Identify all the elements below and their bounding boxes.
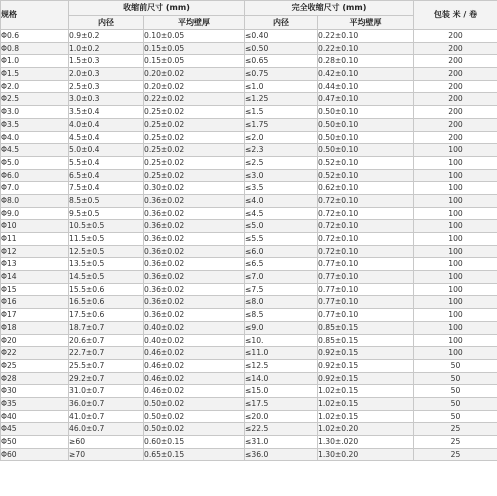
cell-inner-diameter-before: 31.0±0.7 bbox=[69, 385, 144, 398]
table-row bbox=[1, 169, 497, 182]
cell-avg-wall-after: 0.92±0.15 bbox=[318, 372, 414, 385]
cell-avg-wall-before: 0.46±0.02 bbox=[144, 347, 245, 360]
cell-avg-wall-after: 0.44±0.10 bbox=[318, 80, 414, 93]
cell-avg-wall-before: 0.36±0.02 bbox=[144, 309, 245, 322]
cell-avg-wall-before: 0.40±0.02 bbox=[144, 334, 245, 347]
cell-spec: Φ28 bbox=[1, 372, 69, 385]
cell-inner-diameter-after: ≤12.5 bbox=[245, 359, 318, 372]
cell-avg-wall-after: 1.02±0.20 bbox=[318, 423, 414, 436]
table-row bbox=[1, 93, 497, 106]
cell-inner-diameter-before: 3.0±0.3 bbox=[69, 93, 144, 106]
header-packaging: 包装 米 / 卷 bbox=[414, 1, 497, 30]
cell-inner-diameter-after: ≤1.25 bbox=[245, 93, 318, 106]
cell-avg-wall-after: 0.72±0.10 bbox=[318, 220, 414, 233]
cell-inner-diameter-before: 10.5±0.5 bbox=[69, 220, 144, 233]
cell-avg-wall-before: 0.50±0.02 bbox=[144, 410, 245, 423]
cell-inner-diameter-after: ≤17.5 bbox=[245, 397, 318, 410]
cell-packaging: 50 bbox=[414, 359, 497, 372]
table-row bbox=[1, 182, 497, 195]
header-avg-wall-after: 平均壁厚 bbox=[318, 16, 414, 30]
table-row bbox=[1, 334, 497, 347]
cell-avg-wall-before: 0.50±0.02 bbox=[144, 397, 245, 410]
cell-spec: Φ60 bbox=[1, 448, 69, 461]
cell-packaging: 50 bbox=[414, 372, 497, 385]
table-row bbox=[1, 131, 497, 144]
cell-spec: Φ20 bbox=[1, 334, 69, 347]
cell-spec: Φ0.8 bbox=[1, 42, 69, 55]
cell-inner-diameter-after: ≤3.5 bbox=[245, 182, 318, 195]
cell-inner-diameter-after: ≤20.0 bbox=[245, 410, 318, 423]
cell-packaging: 200 bbox=[414, 106, 497, 119]
cell-inner-diameter-after: ≤1.5 bbox=[245, 106, 318, 119]
cell-packaging: 100 bbox=[414, 169, 497, 182]
cell-avg-wall-after: 0.22±0.10 bbox=[318, 42, 414, 55]
table-body bbox=[1, 30, 497, 461]
table-row bbox=[1, 410, 497, 423]
cell-packaging: 50 bbox=[414, 410, 497, 423]
table-row bbox=[1, 42, 497, 55]
cell-inner-diameter-before: 46.0±0.7 bbox=[69, 423, 144, 436]
cell-avg-wall-before: 0.46±0.02 bbox=[144, 372, 245, 385]
cell-spec: Φ50 bbox=[1, 436, 69, 449]
table-row bbox=[1, 309, 497, 322]
cell-spec: Φ5.0 bbox=[1, 156, 69, 169]
cell-avg-wall-after: 1.02±0.15 bbox=[318, 397, 414, 410]
table-row bbox=[1, 283, 497, 296]
table-row bbox=[1, 448, 497, 461]
cell-spec: Φ15 bbox=[1, 283, 69, 296]
cell-packaging: 25 bbox=[414, 448, 497, 461]
cell-spec: Φ25 bbox=[1, 359, 69, 372]
cell-avg-wall-after: 0.52±0.10 bbox=[318, 156, 414, 169]
cell-packaging: 100 bbox=[414, 182, 497, 195]
table-row bbox=[1, 156, 497, 169]
cell-packaging: 100 bbox=[414, 144, 497, 157]
cell-packaging: 100 bbox=[414, 245, 497, 258]
cell-avg-wall-before: 0.65±0.15 bbox=[144, 448, 245, 461]
header-avg-wall-before: 平均壁厚 bbox=[144, 16, 245, 30]
cell-packaging: 100 bbox=[414, 296, 497, 309]
cell-spec: Φ16 bbox=[1, 296, 69, 309]
cell-avg-wall-before: 0.60±0.15 bbox=[144, 436, 245, 449]
cell-avg-wall-before: 0.36±0.02 bbox=[144, 296, 245, 309]
cell-spec: Φ13 bbox=[1, 258, 69, 271]
cell-inner-diameter-before: 4.5±0.4 bbox=[69, 131, 144, 144]
table-row bbox=[1, 397, 497, 410]
header-spec: 规格 bbox=[1, 1, 69, 30]
table-row bbox=[1, 30, 497, 43]
cell-inner-diameter-before: 1.5±0.3 bbox=[69, 55, 144, 68]
cell-avg-wall-after: 1.02±0.15 bbox=[318, 410, 414, 423]
cell-inner-diameter-after: ≤2.5 bbox=[245, 156, 318, 169]
cell-inner-diameter-after: ≤0.50 bbox=[245, 42, 318, 55]
table-row bbox=[1, 233, 497, 246]
cell-inner-diameter-after: ≤7.5 bbox=[245, 283, 318, 296]
cell-spec: Φ45 bbox=[1, 423, 69, 436]
table-row bbox=[1, 271, 497, 284]
cell-spec: Φ2.0 bbox=[1, 80, 69, 93]
cell-inner-diameter-after: ≤2.0 bbox=[245, 131, 318, 144]
cell-avg-wall-after: 0.72±0.10 bbox=[318, 245, 414, 258]
cell-avg-wall-after: 0.62±0.10 bbox=[318, 182, 414, 195]
table-row bbox=[1, 106, 497, 119]
cell-packaging: 100 bbox=[414, 233, 497, 246]
cell-inner-diameter-before: ≥60 bbox=[69, 436, 144, 449]
table-row bbox=[1, 144, 497, 157]
cell-packaging: 100 bbox=[414, 321, 497, 334]
cell-avg-wall-before: 0.50±0.02 bbox=[144, 423, 245, 436]
header-inner-diameter-before: 内径 bbox=[69, 16, 144, 30]
cell-inner-diameter-after: ≤14.0 bbox=[245, 372, 318, 385]
table-row bbox=[1, 220, 497, 233]
cell-inner-diameter-after: ≤4.0 bbox=[245, 194, 318, 207]
header-before-shrink: 收缩前尺寸 (mm) bbox=[69, 1, 245, 16]
cell-inner-diameter-after: ≤31.0 bbox=[245, 436, 318, 449]
cell-inner-diameter-before: 0.9±0.2 bbox=[69, 30, 144, 43]
cell-spec: Φ14 bbox=[1, 271, 69, 284]
cell-avg-wall-before: 0.25±0.02 bbox=[144, 118, 245, 131]
cell-packaging: 100 bbox=[414, 220, 497, 233]
cell-packaging: 100 bbox=[414, 283, 497, 296]
cell-inner-diameter-after: ≤6.5 bbox=[245, 258, 318, 271]
table-row bbox=[1, 258, 497, 271]
cell-inner-diameter-before: 14.5±0.5 bbox=[69, 271, 144, 284]
cell-avg-wall-before: 0.20±0.02 bbox=[144, 80, 245, 93]
cell-spec: Φ3.0 bbox=[1, 106, 69, 119]
cell-avg-wall-before: 0.36±0.02 bbox=[144, 194, 245, 207]
cell-packaging: 200 bbox=[414, 42, 497, 55]
table-row bbox=[1, 321, 497, 334]
table-row bbox=[1, 68, 497, 81]
cell-inner-diameter-before: 7.5±0.4 bbox=[69, 182, 144, 195]
table-row bbox=[1, 118, 497, 131]
cell-inner-diameter-after: ≤11.0 bbox=[245, 347, 318, 360]
cell-avg-wall-after: 0.72±0.10 bbox=[318, 207, 414, 220]
cell-packaging: 25 bbox=[414, 436, 497, 449]
cell-spec: Φ10 bbox=[1, 220, 69, 233]
cell-inner-diameter-after: ≤10. bbox=[245, 334, 318, 347]
cell-spec: Φ30 bbox=[1, 385, 69, 398]
cell-avg-wall-before: 0.25±0.02 bbox=[144, 156, 245, 169]
table-row bbox=[1, 359, 497, 372]
cell-avg-wall-after: 0.77±0.10 bbox=[318, 258, 414, 271]
cell-inner-diameter-before: 18.7±0.7 bbox=[69, 321, 144, 334]
table-row bbox=[1, 296, 497, 309]
cell-spec: Φ12 bbox=[1, 245, 69, 258]
cell-inner-diameter-before: 1.0±0.2 bbox=[69, 42, 144, 55]
cell-spec: Φ4.5 bbox=[1, 144, 69, 157]
cell-packaging: 100 bbox=[414, 309, 497, 322]
cell-avg-wall-before: 0.25±0.02 bbox=[144, 169, 245, 182]
header-row-main bbox=[1, 1, 497, 16]
table-row bbox=[1, 245, 497, 258]
cell-packaging: 100 bbox=[414, 156, 497, 169]
cell-avg-wall-after: 0.50±0.10 bbox=[318, 131, 414, 144]
cell-inner-diameter-before: ≥70 bbox=[69, 448, 144, 461]
cell-inner-diameter-after: ≤8.0 bbox=[245, 296, 318, 309]
cell-avg-wall-before: 0.36±0.02 bbox=[144, 207, 245, 220]
cell-spec: Φ3.5 bbox=[1, 118, 69, 131]
cell-avg-wall-after: 0.72±0.10 bbox=[318, 233, 414, 246]
cell-packaging: 50 bbox=[414, 397, 497, 410]
cell-avg-wall-before: 0.36±0.02 bbox=[144, 220, 245, 233]
cell-inner-diameter-before: 15.5±0.6 bbox=[69, 283, 144, 296]
cell-avg-wall-before: 0.20±0.02 bbox=[144, 68, 245, 81]
cell-spec: Φ17 bbox=[1, 309, 69, 322]
cell-spec: Φ8.0 bbox=[1, 194, 69, 207]
cell-packaging: 50 bbox=[414, 385, 497, 398]
cell-inner-diameter-after: ≤15.0 bbox=[245, 385, 318, 398]
table-row bbox=[1, 80, 497, 93]
cell-packaging: 100 bbox=[414, 271, 497, 284]
cell-inner-diameter-after: ≤6.0 bbox=[245, 245, 318, 258]
cell-inner-diameter-after: ≤3.0 bbox=[245, 169, 318, 182]
cell-avg-wall-after: 1.30±0.20 bbox=[318, 448, 414, 461]
cell-spec: Φ6.0 bbox=[1, 169, 69, 182]
cell-inner-diameter-after: ≤2.3 bbox=[245, 144, 318, 157]
cell-inner-diameter-before: 13.5±0.5 bbox=[69, 258, 144, 271]
cell-inner-diameter-after: ≤4.5 bbox=[245, 207, 318, 220]
cell-inner-diameter-before: 41.0±0.7 bbox=[69, 410, 144, 423]
cell-avg-wall-after: 0.22±0.10 bbox=[318, 30, 414, 43]
cell-inner-diameter-before: 11.5±0.5 bbox=[69, 233, 144, 246]
cell-avg-wall-before: 0.46±0.02 bbox=[144, 359, 245, 372]
cell-avg-wall-after: 1.02±0.15 bbox=[318, 385, 414, 398]
cell-avg-wall-before: 0.25±0.02 bbox=[144, 106, 245, 119]
cell-inner-diameter-after: ≤0.75 bbox=[245, 68, 318, 81]
cell-avg-wall-before: 0.46±0.02 bbox=[144, 385, 245, 398]
cell-packaging: 100 bbox=[414, 207, 497, 220]
table-row bbox=[1, 372, 497, 385]
cell-avg-wall-after: 0.77±0.10 bbox=[318, 271, 414, 284]
cell-packaging: 200 bbox=[414, 131, 497, 144]
cell-packaging: 200 bbox=[414, 68, 497, 81]
cell-avg-wall-before: 0.25±0.02 bbox=[144, 131, 245, 144]
cell-inner-diameter-before: 36.0±0.7 bbox=[69, 397, 144, 410]
cell-avg-wall-before: 0.15±0.05 bbox=[144, 42, 245, 55]
cell-avg-wall-after: 0.50±0.10 bbox=[318, 118, 414, 131]
cell-packaging: 100 bbox=[414, 347, 497, 360]
cell-avg-wall-after: 0.77±0.10 bbox=[318, 296, 414, 309]
cell-inner-diameter-after: ≤5.0 bbox=[245, 220, 318, 233]
cell-avg-wall-before: 0.30±0.02 bbox=[144, 182, 245, 195]
cell-spec: Φ1.0 bbox=[1, 55, 69, 68]
cell-avg-wall-after: 0.77±0.10 bbox=[318, 283, 414, 296]
cell-inner-diameter-before: 5.0±0.4 bbox=[69, 144, 144, 157]
cell-inner-diameter-before: 6.5±0.4 bbox=[69, 169, 144, 182]
cell-avg-wall-before: 0.40±0.02 bbox=[144, 321, 245, 334]
cell-packaging: 25 bbox=[414, 423, 497, 436]
cell-inner-diameter-after: ≤8.5 bbox=[245, 309, 318, 322]
cell-avg-wall-after: 0.85±0.15 bbox=[318, 334, 414, 347]
cell-avg-wall-before: 0.36±0.02 bbox=[144, 233, 245, 246]
cell-spec: Φ7.0 bbox=[1, 182, 69, 195]
cell-avg-wall-after: 0.42±0.10 bbox=[318, 68, 414, 81]
cell-avg-wall-after: 0.50±0.10 bbox=[318, 144, 414, 157]
cell-avg-wall-after: 0.92±0.15 bbox=[318, 359, 414, 372]
cell-inner-diameter-before: 16.5±0.6 bbox=[69, 296, 144, 309]
cell-packaging: 200 bbox=[414, 55, 497, 68]
cell-packaging: 100 bbox=[414, 334, 497, 347]
cell-spec: Φ9.0 bbox=[1, 207, 69, 220]
table-row bbox=[1, 55, 497, 68]
cell-spec: Φ35 bbox=[1, 397, 69, 410]
cell-spec: Φ2.5 bbox=[1, 93, 69, 106]
cell-spec: Φ0.6 bbox=[1, 30, 69, 43]
cell-avg-wall-after: 0.92±0.15 bbox=[318, 347, 414, 360]
cell-inner-diameter-after: ≤1.0 bbox=[245, 80, 318, 93]
cell-avg-wall-before: 0.36±0.02 bbox=[144, 271, 245, 284]
cell-avg-wall-before: 0.10±0.05 bbox=[144, 30, 245, 43]
header-after-shrink: 完全收缩尺寸 (mm) bbox=[245, 1, 414, 16]
cell-inner-diameter-before: 25.5±0.7 bbox=[69, 359, 144, 372]
cell-avg-wall-before: 0.15±0.05 bbox=[144, 55, 245, 68]
cell-spec: Φ40 bbox=[1, 410, 69, 423]
cell-packaging: 200 bbox=[414, 80, 497, 93]
cell-avg-wall-after: 0.47±0.10 bbox=[318, 93, 414, 106]
cell-spec: Φ22 bbox=[1, 347, 69, 360]
cell-packaging: 200 bbox=[414, 30, 497, 43]
cell-avg-wall-after: 0.52±0.10 bbox=[318, 169, 414, 182]
table-row bbox=[1, 194, 497, 207]
cell-inner-diameter-before: 5.5±0.4 bbox=[69, 156, 144, 169]
cell-inner-diameter-after: ≤0.40 bbox=[245, 30, 318, 43]
cell-inner-diameter-after: ≤7.0 bbox=[245, 271, 318, 284]
cell-inner-diameter-before: 20.6±0.7 bbox=[69, 334, 144, 347]
cell-inner-diameter-after: ≤5.5 bbox=[245, 233, 318, 246]
table-row bbox=[1, 207, 497, 220]
cell-inner-diameter-before: 9.5±0.5 bbox=[69, 207, 144, 220]
cell-avg-wall-after: 0.85±0.15 bbox=[318, 321, 414, 334]
cell-packaging: 100 bbox=[414, 258, 497, 271]
cell-avg-wall-after: 1.30±.020 bbox=[318, 436, 414, 449]
cell-avg-wall-after: 0.72±0.10 bbox=[318, 194, 414, 207]
cell-avg-wall-after: 0.28±0.10 bbox=[318, 55, 414, 68]
cell-inner-diameter-before: 2.5±0.3 bbox=[69, 80, 144, 93]
cell-spec: Φ4.0 bbox=[1, 131, 69, 144]
cell-inner-diameter-before: 12.5±0.5 bbox=[69, 245, 144, 258]
cell-avg-wall-before: 0.36±0.02 bbox=[144, 258, 245, 271]
cell-spec: Φ1.5 bbox=[1, 68, 69, 81]
cell-avg-wall-after: 0.50±0.10 bbox=[318, 106, 414, 119]
cell-avg-wall-before: 0.25±0.02 bbox=[144, 144, 245, 157]
cell-packaging: 100 bbox=[414, 194, 497, 207]
cell-packaging: 200 bbox=[414, 93, 497, 106]
cell-spec: Φ11 bbox=[1, 233, 69, 246]
cell-inner-diameter-after: ≤22.5 bbox=[245, 423, 318, 436]
cell-inner-diameter-before: 2.0±0.3 bbox=[69, 68, 144, 81]
table-row bbox=[1, 347, 497, 360]
cell-inner-diameter-after: ≤0.65 bbox=[245, 55, 318, 68]
cell-inner-diameter-before: 4.0±0.4 bbox=[69, 118, 144, 131]
cell-inner-diameter-before: 17.5±0.6 bbox=[69, 309, 144, 322]
cell-inner-diameter-after: ≤36.0 bbox=[245, 448, 318, 461]
cell-inner-diameter-after: ≤1.75 bbox=[245, 118, 318, 131]
cell-avg-wall-before: 0.22±0.02 bbox=[144, 93, 245, 106]
cell-inner-diameter-after: ≤9.0 bbox=[245, 321, 318, 334]
cell-inner-diameter-before: 29.2±0.7 bbox=[69, 372, 144, 385]
table-row bbox=[1, 385, 497, 398]
cell-inner-diameter-before: 22.7±0.7 bbox=[69, 347, 144, 360]
table-row bbox=[1, 436, 497, 449]
cell-inner-diameter-before: 3.5±0.4 bbox=[69, 106, 144, 119]
table-row bbox=[1, 423, 497, 436]
header-inner-diameter-after: 内径 bbox=[245, 16, 318, 30]
cell-avg-wall-before: 0.36±0.02 bbox=[144, 283, 245, 296]
cell-packaging: 200 bbox=[414, 118, 497, 131]
cell-avg-wall-after: 0.77±0.10 bbox=[318, 309, 414, 322]
cell-avg-wall-before: 0.36±0.02 bbox=[144, 245, 245, 258]
cell-inner-diameter-before: 8.5±0.5 bbox=[69, 194, 144, 207]
cell-spec: Φ18 bbox=[1, 321, 69, 334]
